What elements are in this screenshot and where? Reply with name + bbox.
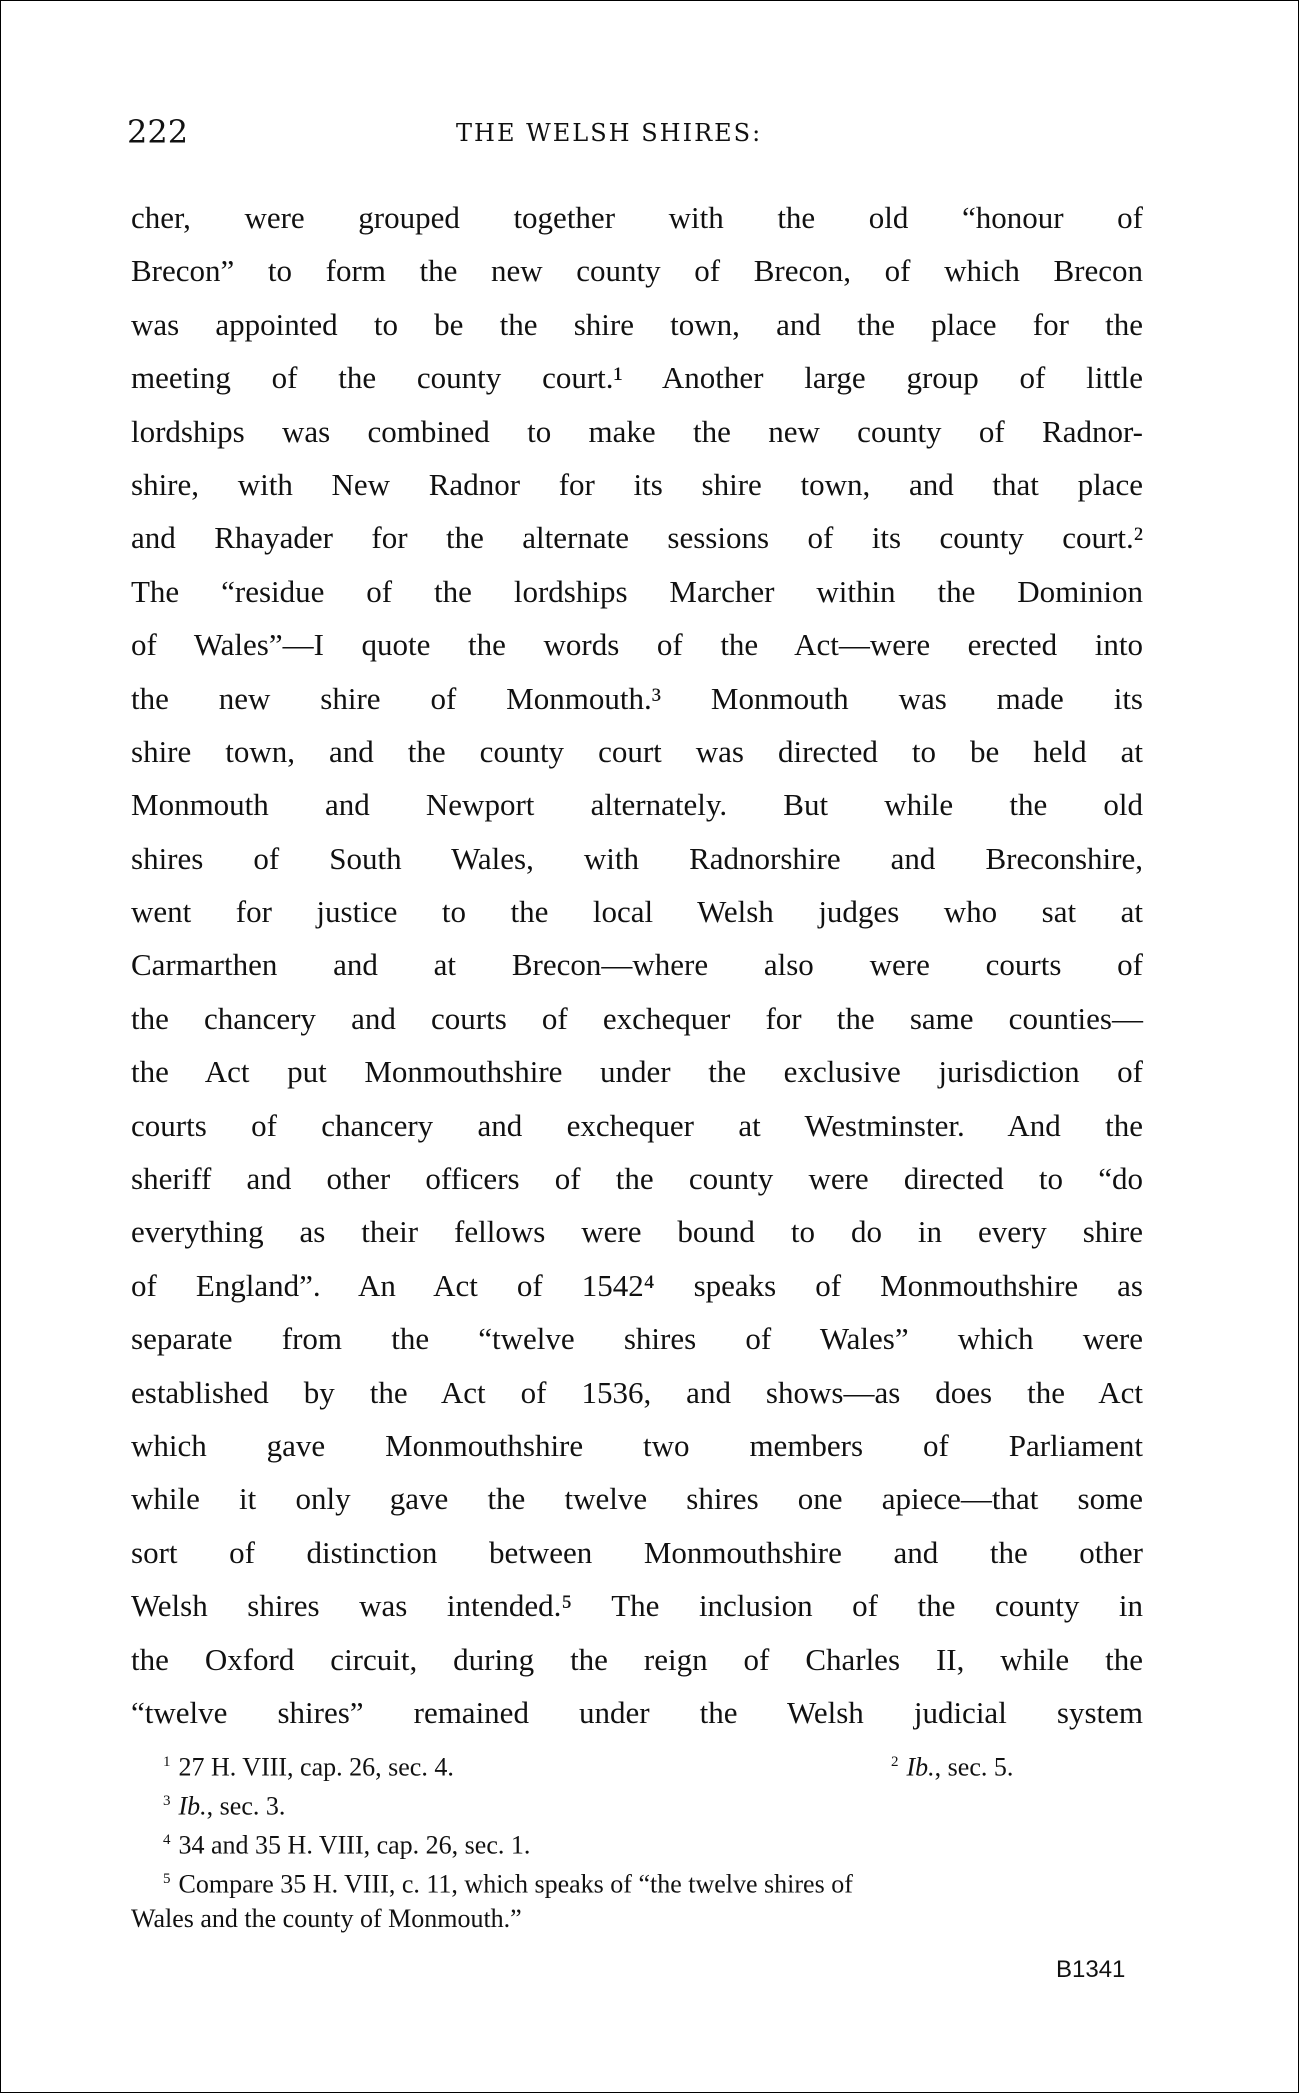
text-line: while it only gave the twelve shires one apiece—that some bbox=[131, 1481, 1143, 1517]
text-line: Carmarthen and at Brecon—where also were courts of bbox=[131, 947, 1143, 983]
text-line: cher, were grouped together with the old “honour of bbox=[131, 200, 1143, 235]
text-line: “twelve shires” remained under the Welsh judicial system bbox=[131, 1694, 1143, 1730]
text-line: and Rhayader for the alternate sessions of its county court.² bbox=[131, 520, 1143, 556]
footnote-text: Compare 35 H. VIII, c. 11, which speaks of “the twelve shires of bbox=[178, 1869, 853, 1899]
text-line: Brecon” to form the new county of Brecon, of which Brecon bbox=[131, 253, 1143, 289]
footnote-ib: Ib. bbox=[178, 1791, 207, 1821]
footnote-5 bbox=[131, 1860, 1151, 1899]
text-line: of England”. An Act of 1542⁴ speaks of Monmouthshire as bbox=[131, 1267, 1143, 1303]
footnotes bbox=[131, 1743, 1151, 1938]
text-line: was appointed to be the shire town, and the place for the bbox=[131, 306, 1143, 342]
footnote-text: , sec. 3. bbox=[206, 1791, 286, 1821]
footnote-2 bbox=[891, 1743, 1013, 1787]
footnote-text: 27 H. VIII, cap. 26, sec. 4. bbox=[178, 1752, 454, 1782]
body-text bbox=[131, 191, 1143, 1739]
text-line: sheriff and other officers of the county were directed to “do bbox=[131, 1161, 1143, 1197]
footnote-5-continued: Wales and the county of Monmouth.” bbox=[131, 1904, 522, 1933]
running-title: THE WELSH SHIRES: bbox=[456, 119, 763, 147]
text-line: the Oxford circuit, during the reign of Charles II, while the bbox=[131, 1641, 1143, 1677]
text-line: separate from the “twelve shires of Wales” which were bbox=[131, 1321, 1143, 1357]
footnote-mark: 4 bbox=[163, 1832, 171, 1848]
text-line: which gave Monmouthshire two members of Parliament bbox=[131, 1427, 1143, 1463]
catalog-code: B1341 bbox=[1056, 1956, 1126, 1983]
page-number: 222 bbox=[127, 113, 189, 151]
text-line: the Act put Monmouthshire under the exclusive jurisdiction of bbox=[131, 1054, 1143, 1090]
text-line: The “residue of the lordships Marcher within the Dominion bbox=[131, 573, 1143, 609]
footnote-text: , sec. 5. bbox=[934, 1752, 1014, 1782]
text-line: sort of distinction between Monmouthshire and the other bbox=[131, 1534, 1143, 1570]
footnote-mark: 3 bbox=[163, 1793, 171, 1809]
footnote-4 bbox=[131, 1821, 1151, 1860]
text-line: the new shire of Monmouth.³ Monmouth was made its bbox=[131, 680, 1143, 716]
text-line: of Wales”—I quote the words of the Act—were erected into bbox=[131, 627, 1143, 663]
footnote-ib: Ib. bbox=[906, 1752, 935, 1782]
text-line: Welsh shires was intended.⁵ The inclusion of the county in bbox=[131, 1588, 1143, 1624]
text-line: established by the Act of 1536, and shows—as does the Act bbox=[131, 1374, 1143, 1410]
text-line: the chancery and courts of exchequer for the same counties— bbox=[131, 1000, 1143, 1036]
footnote-mark: 2 bbox=[891, 1754, 899, 1770]
footnote-mark: 5 bbox=[163, 1871, 171, 1887]
text-line: shires of South Wales, with Radnorshire and Breconshire, bbox=[131, 840, 1143, 876]
text-line: shire town, and the county court was directed to be held at bbox=[131, 733, 1143, 769]
footnote-mark: 1 bbox=[163, 1754, 171, 1770]
text-line: shire, with New Radnor for its shire town, and that place bbox=[131, 466, 1143, 502]
text-line: lordships was combined to make the new county of Radnor- bbox=[131, 413, 1143, 449]
text-line: courts of chancery and exchequer at Westminster. And the bbox=[131, 1107, 1143, 1143]
text-line: went for justice to the local Welsh judges who sat at bbox=[131, 894, 1143, 930]
footnote-1 bbox=[131, 1743, 1151, 1782]
footnote-3 bbox=[131, 1782, 1151, 1821]
footnote-text: 34 and 35 H. VIII, cap. 26, sec. 1. bbox=[178, 1830, 531, 1860]
text-line: everything as their fellows were bound to do in every shire bbox=[131, 1214, 1143, 1250]
text-line: meeting of the county court.¹ Another large group of little bbox=[131, 360, 1143, 396]
text-line: Monmouth and Newport alternately. But while the old bbox=[131, 787, 1143, 823]
